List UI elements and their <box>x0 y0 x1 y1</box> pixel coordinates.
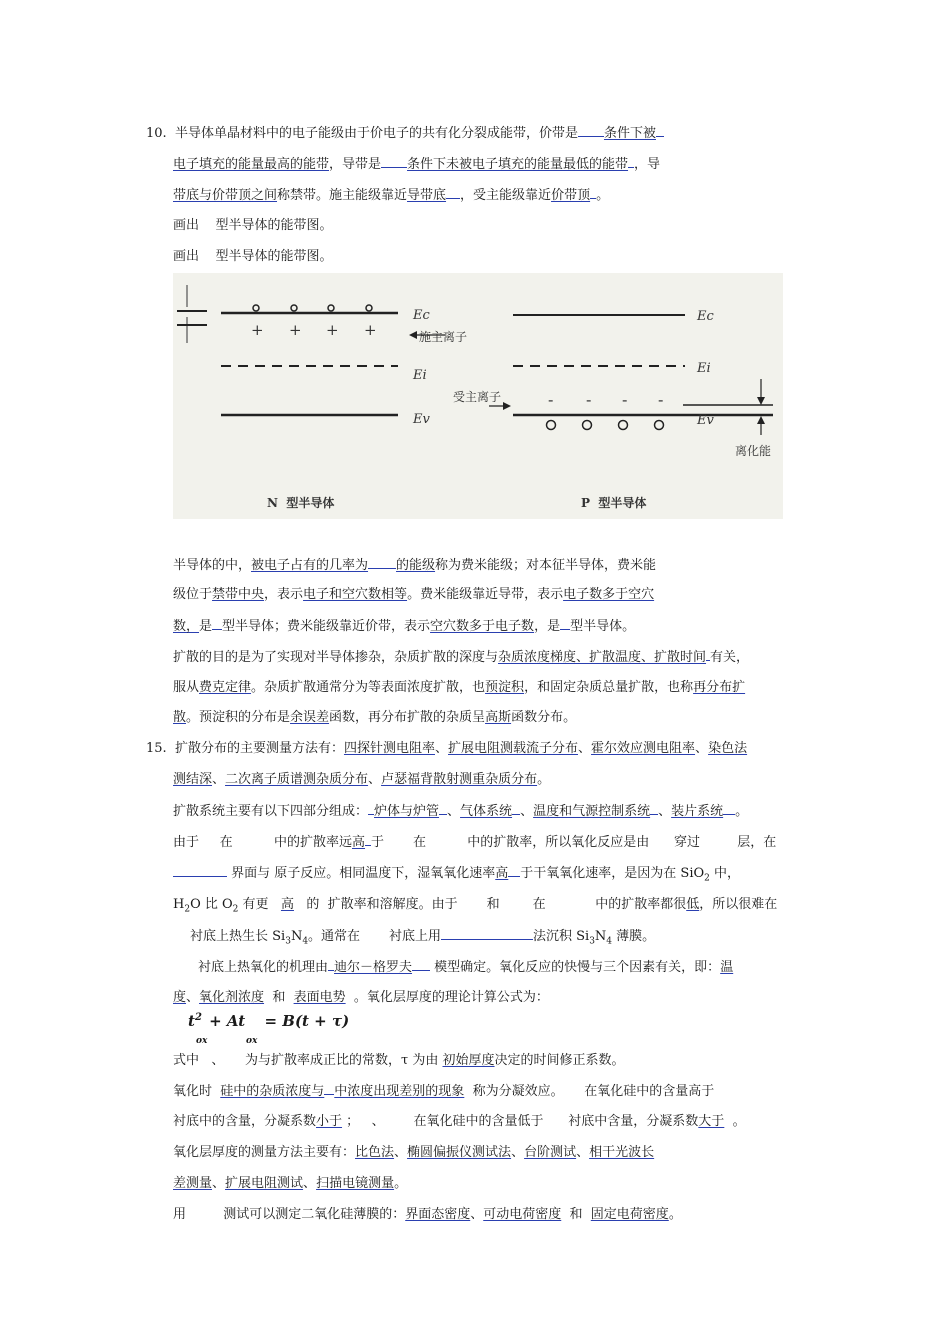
p-minus-1: - <box>548 390 554 409</box>
q15-number: 15. <box>146 741 167 756</box>
mechanism-line-2: 度、氧化剂浓度 和 表面电势 。氧化层厚度的理论计算公式为： <box>173 990 549 1005</box>
diffusion-line-1: 扩散的目的是为了实现对半导体掺杂，杂质扩散的深度与杂质浓度梯度、扩散温度、扩散时间 有关， <box>173 650 750 665</box>
segregation-line-2: 衬底中的含量，分凝系数小于 ； 、 在氧化硅中的含量低于 衬底中含量，分凝系数大于 。 <box>173 1114 746 1129</box>
p-ec-label: Ec <box>697 309 714 324</box>
draw-n-prompt: 画出 型半导体的能带图。 <box>173 218 333 233</box>
p-ev-label: Ev <box>697 413 714 428</box>
oxidation-line-1: 由于 在 中的扩散率远高 于 在 中的扩散率，所以氧化反应是由 穿过 层，在 <box>173 835 777 850</box>
mechanism-line-1: 衬底上热氧化的机理由 迪尔－格罗夫 模型确定。氧化反应的快慢与三个因素有关，即：温 <box>198 960 734 975</box>
n-plus-4: + <box>364 321 377 339</box>
q10-blank-1 <box>578 124 604 137</box>
fermi-line-2: 级位于禁带中央，表示电子和空穴数相等。费米能级靠近导带，表示电子数多于空穴 <box>173 587 655 602</box>
p-minus-4: - <box>658 390 664 409</box>
oxidation-line-3: $H_2O$ 比 $O_2$ 有更 高 的 扩散率和溶解度。由于 和 在 中的扩散率都很低，所以很难在 <box>173 897 778 915</box>
q10-number: 10. <box>146 126 167 141</box>
p-ei-label: Ei <box>697 361 711 376</box>
oxidation-line-2: 界面与 原子反应。相同温度下，湿氧氧化速率高 于干氧氧化速率，是因为在 SiO$_2$ 中， <box>173 864 740 888</box>
segregation-line-1: 氧化时 硅中的杂质浓度与 中浓度出现差别的现象 称为分凝效应。 在氧化硅中的含量高于 <box>173 1084 715 1099</box>
donor-ion-label: 施主离子 <box>419 330 468 344</box>
n-ec-label: Ec <box>413 308 430 323</box>
n-type-caption: N 型半导体 <box>267 496 335 510</box>
p-type-caption: P 型半导体 <box>581 496 647 510</box>
q10-line-1: 10. 半导体单晶材料中的电子能级由于价电子的共有化分裂成能带，价带是 条件下被 <box>146 124 664 143</box>
draw-p-prompt: 画出 型半导体的能带图。 <box>173 249 333 264</box>
n-plus-1: + <box>251 321 264 339</box>
cv-test-line: 用 测试可以测定二氧化硅薄膜的：界面态密度、可动电荷密度 和 固定电荷密度。 <box>173 1207 682 1222</box>
thickness-line-1: 氧化层厚度的测量方法主要有：比色法、椭圆偏振仪测试法、台阶测试、相干光波长 <box>173 1145 655 1160</box>
diffusion-line-3: 散。预淀积的分布是余误差函数，再分布扩散的杂质呈高斯函数分布。 <box>173 710 577 725</box>
p-minus-2: - <box>586 390 592 409</box>
diffusion-line-2: 服从费克定律。杂质扩散通常分为等表面浓度扩散，也预淀积，和固定杂质总量扩散，也称再分布扩 <box>173 680 746 695</box>
oxide-thickness-formula: $t^2 + At = B(t + \tau)$ ox ox <box>188 1012 350 1046</box>
fermi-line-1: 半导体的中，被电子占有的几率为 的能级称为费米能级；对本征半导体，费米能 <box>173 558 657 573</box>
p-minus-3: - <box>622 390 628 409</box>
q10-line-3: 带底与价带顶之间称禁带。施主能级靠近导带底 ，受主能级靠近价带顶 。 <box>173 188 610 203</box>
n-plus-2: + <box>289 321 302 339</box>
oxidation-line-4: 衬底上热生长 $Si_3N_4$。通常在 衬底上用 法沉积 $Si_3N_4$ 薄膜。 <box>190 929 656 947</box>
q15-line-2: 测结深、二次离子质谱测杂质分布、卢瑟福背散射测重杂质分布。 <box>173 772 551 787</box>
thickness-line-2: 差测量、扩展电阻测试、扫描电镜测量。 <box>173 1176 408 1191</box>
n-plus-3: + <box>326 321 339 339</box>
n-ev-label: Ev <box>413 412 430 427</box>
q10-line-2: 电子填充的能量最高的能带，导带是 条件下未被电子填充的能量最低的能带 ，导 <box>173 157 661 172</box>
system-line: 扩散系统主要有以下四部分组成： 炉体与炉管 、气体系统 、温度和气源控制系统 、装片系统 。 <box>173 804 749 819</box>
fermi-line-3: 数，是 型半导体；费米能级靠近价带，表示空穴数多于电子数，是 型半导体。 <box>173 619 636 634</box>
coefficient-line: 式中 、 为与扩散率成正比的常数，τ 为由 初始厚度决定的时间修正系数。 <box>173 1053 625 1068</box>
n-ei-label: Ei <box>413 368 427 383</box>
q15-line-1: 15. 扩散分布的主要测量方法有：四探针测电阻率、扩展电阻测载流子分布、霍尔效应测电阻率、染色法 <box>146 741 748 756</box>
ionization-energy-label: 离化能 <box>735 444 772 458</box>
acceptor-ion-label: 受主离子 <box>453 390 502 404</box>
energy-band-figure <box>173 273 783 519</box>
